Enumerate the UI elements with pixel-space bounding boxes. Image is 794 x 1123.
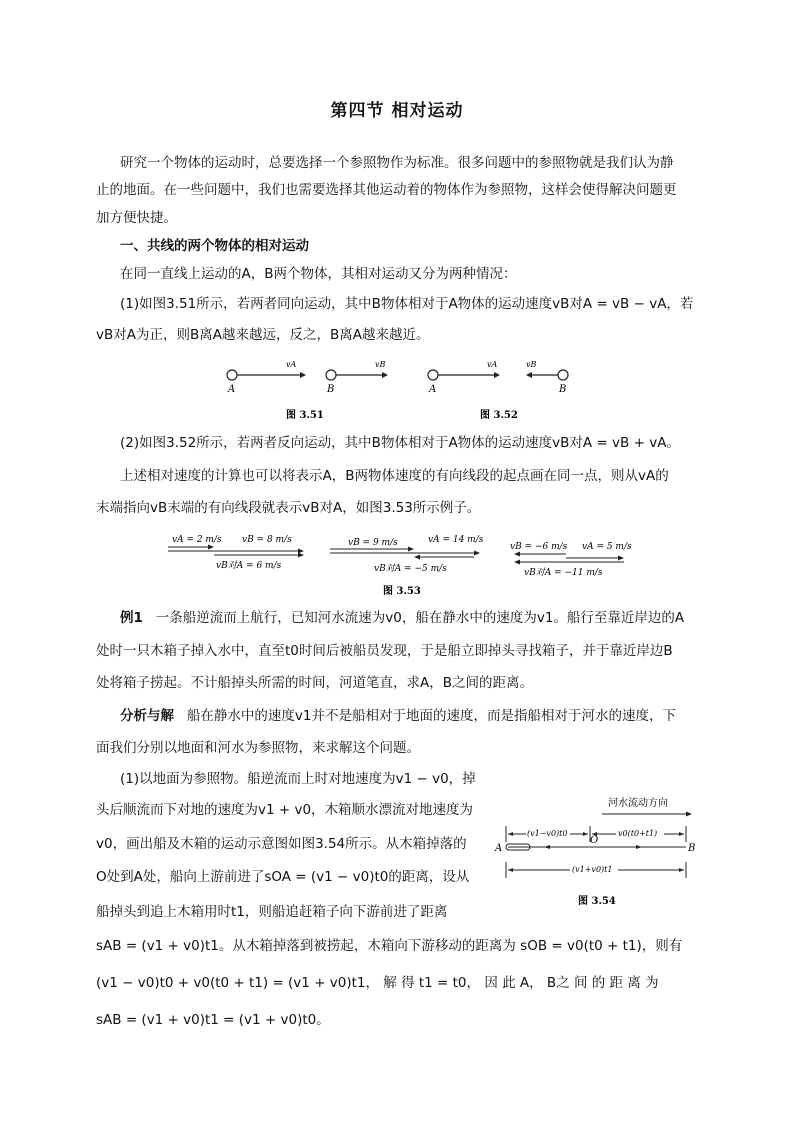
example-line-3: 处将箱子捞起。不计船掉头所需的时间，河道笔直，求A，B之间的距离。 <box>96 675 533 691</box>
rule-line-2: 末端指向vB末端的有向线段就表示vB对A，如图3.53所示例子。 <box>96 500 481 516</box>
case1-line-2: vB对A为正，则B离A越来越远，反之，B离A越来越近。 <box>96 327 430 343</box>
label-va: vA <box>286 360 297 369</box>
example-1 <box>168 535 304 571</box>
intro-line-2: 止的地面。在一些问题中，我们也需要选择其他运动着的物体作为参照物，这样会使得解决问题更 <box>96 182 677 198</box>
object-b-circle <box>326 370 336 380</box>
intro-line-3: 加方便快捷。 <box>96 210 177 226</box>
svg-text:vB对A = 6 m/s: vB对A = 6 m/s <box>216 561 282 571</box>
figure-3-53 <box>0 528 794 600</box>
object-a-circle <box>227 370 237 380</box>
intro-line-1: 研究一个物体的运动时，总要选择一个参照物作为标准。很多问题中的参照物就是我们认为静 <box>120 155 674 171</box>
part1-line-1: (1)以地面为参照物。船逆流而上时对地速度为v1 − v0，掉 <box>120 771 476 787</box>
figure-3-52 <box>428 360 568 421</box>
figures-351-352 <box>0 352 794 422</box>
section-heading: 一、共线的两个物体的相对运动 <box>120 238 309 254</box>
svg-text:vA: vA <box>487 360 498 369</box>
page-title: 第四节 相对运动 <box>330 101 464 121</box>
part1-line-4: O处到A处，船向上游前进了sOA = (v1 − v0)t0的距离，设从 <box>96 869 470 885</box>
point-o: O <box>590 835 599 846</box>
svg-text:B: B <box>559 384 567 395</box>
svg-text:vB对A = −5 m/s: vB对A = −5 m/s <box>374 564 447 574</box>
seg-ob-label: v0(t0+t1) <box>618 829 658 838</box>
example-2 <box>330 535 484 574</box>
fig-354-caption: 图 3.54 <box>578 896 616 907</box>
part1-line-3: v0，画出船及木箱的运动示意图如图3.54所示。从木箱掉落的 <box>96 836 467 852</box>
example-label: 例1 <box>120 610 143 626</box>
analysis-line-1: 分析与解 船在静水中的速度v1并不是船相对于地面的速度，而是指船相对于河水的速度，下 <box>120 708 676 724</box>
part1-line-2: 头后顺流而下对地的速度为v1 + v0，木箱顺水漂流对地速度为 <box>96 802 474 818</box>
label-vb: vB <box>375 360 386 369</box>
part1-line-7: (v1 − v0)t0 + v0(t0 + t1) = (v1 + v0)t1， 解 得 t1 = t0， 因 此 A， B之 间 的 距 离 为 <box>96 975 659 991</box>
rule-line-1: 上述相对速度的计算也可以将表示A，B两物体速度的有向线段的起点画在同一点，则从vA的 <box>120 468 669 484</box>
fig-353-caption: 图 3.53 <box>383 586 421 597</box>
part1-line-6: sAB = (v1 + v0)t1。从木箱掉落到被捞起，木箱向下游移动的距离为 sOB = v0(t0 + t1)，则有 <box>96 938 683 954</box>
figure-3-54 <box>490 790 700 915</box>
example-3 <box>510 542 632 578</box>
part1-line-5: 船掉头到追上木箱用时t1，则船追赶箱子向下游前进了距离 <box>96 904 448 920</box>
seg-ab-label: (v1+v0)t1 <box>572 865 613 874</box>
example-line-1: 例1 一条船逆流而上航行，已知河水流速为v0，船在静水中的速度为v1。船行至靠近岸边的A <box>120 610 685 626</box>
seg-oa-label: (v1−v0)t0 <box>527 829 568 838</box>
label-b: B <box>327 384 335 395</box>
svg-text:vB: vB <box>526 360 537 369</box>
analysis-line-2: 面我们分别以地面和河水为参照物，来求解这个问题。 <box>96 740 420 756</box>
figure-3-51 <box>227 360 388 421</box>
point-b: B <box>688 843 696 854</box>
fig-351-caption: 图 3.51 <box>286 410 324 421</box>
svg-text:vA = 2 m/s: vA = 2 m/s <box>172 535 222 545</box>
example-line-2: 处时一只木箱子掉入水中，直至t0时间后被船员发现，于是船立即掉头寻找箱子，并于靠近岸边B <box>96 643 673 659</box>
svg-text:vB = 9 m/s: vB = 9 m/s <box>348 538 398 548</box>
label-a: A <box>228 384 236 395</box>
fig-352-caption: 图 3.52 <box>480 410 518 421</box>
point-a: A <box>495 843 503 854</box>
analysis-label: 分析与解 <box>120 708 174 724</box>
svg-text:vB对A = −11 m/s: vB对A = −11 m/s <box>524 568 603 578</box>
svg-text:A: A <box>429 384 437 395</box>
section-line-1: 在同一直线上运动的A，B两个物体，其相对运动又分为两种情况： <box>120 266 517 282</box>
case1-line-1: (1)如图3.51所示，若两者同向运动，其中B物体相对于A物体的运动速度vB对A = vB − vA，若 <box>120 296 694 312</box>
svg-text:vA = 14 m/s: vA = 14 m/s <box>428 535 484 545</box>
case2-line: (2)如图3.52所示，若两者反向运动，其中B物体相对于A物体的运动速度vB对A = vB + vA。 <box>120 435 680 451</box>
svg-text:vB = 8 m/s: vB = 8 m/s <box>242 535 292 545</box>
svg-text:vA = 5 m/s: vA = 5 m/s <box>582 542 632 552</box>
svg-text:vB = −6 m/s: vB = −6 m/s <box>510 542 568 552</box>
part1-line-8: sAB = (v1 + v0)t1 = (v1 + v0)t0。 <box>96 1012 330 1028</box>
flow-direction-label: 河水流动方向 <box>608 798 668 809</box>
